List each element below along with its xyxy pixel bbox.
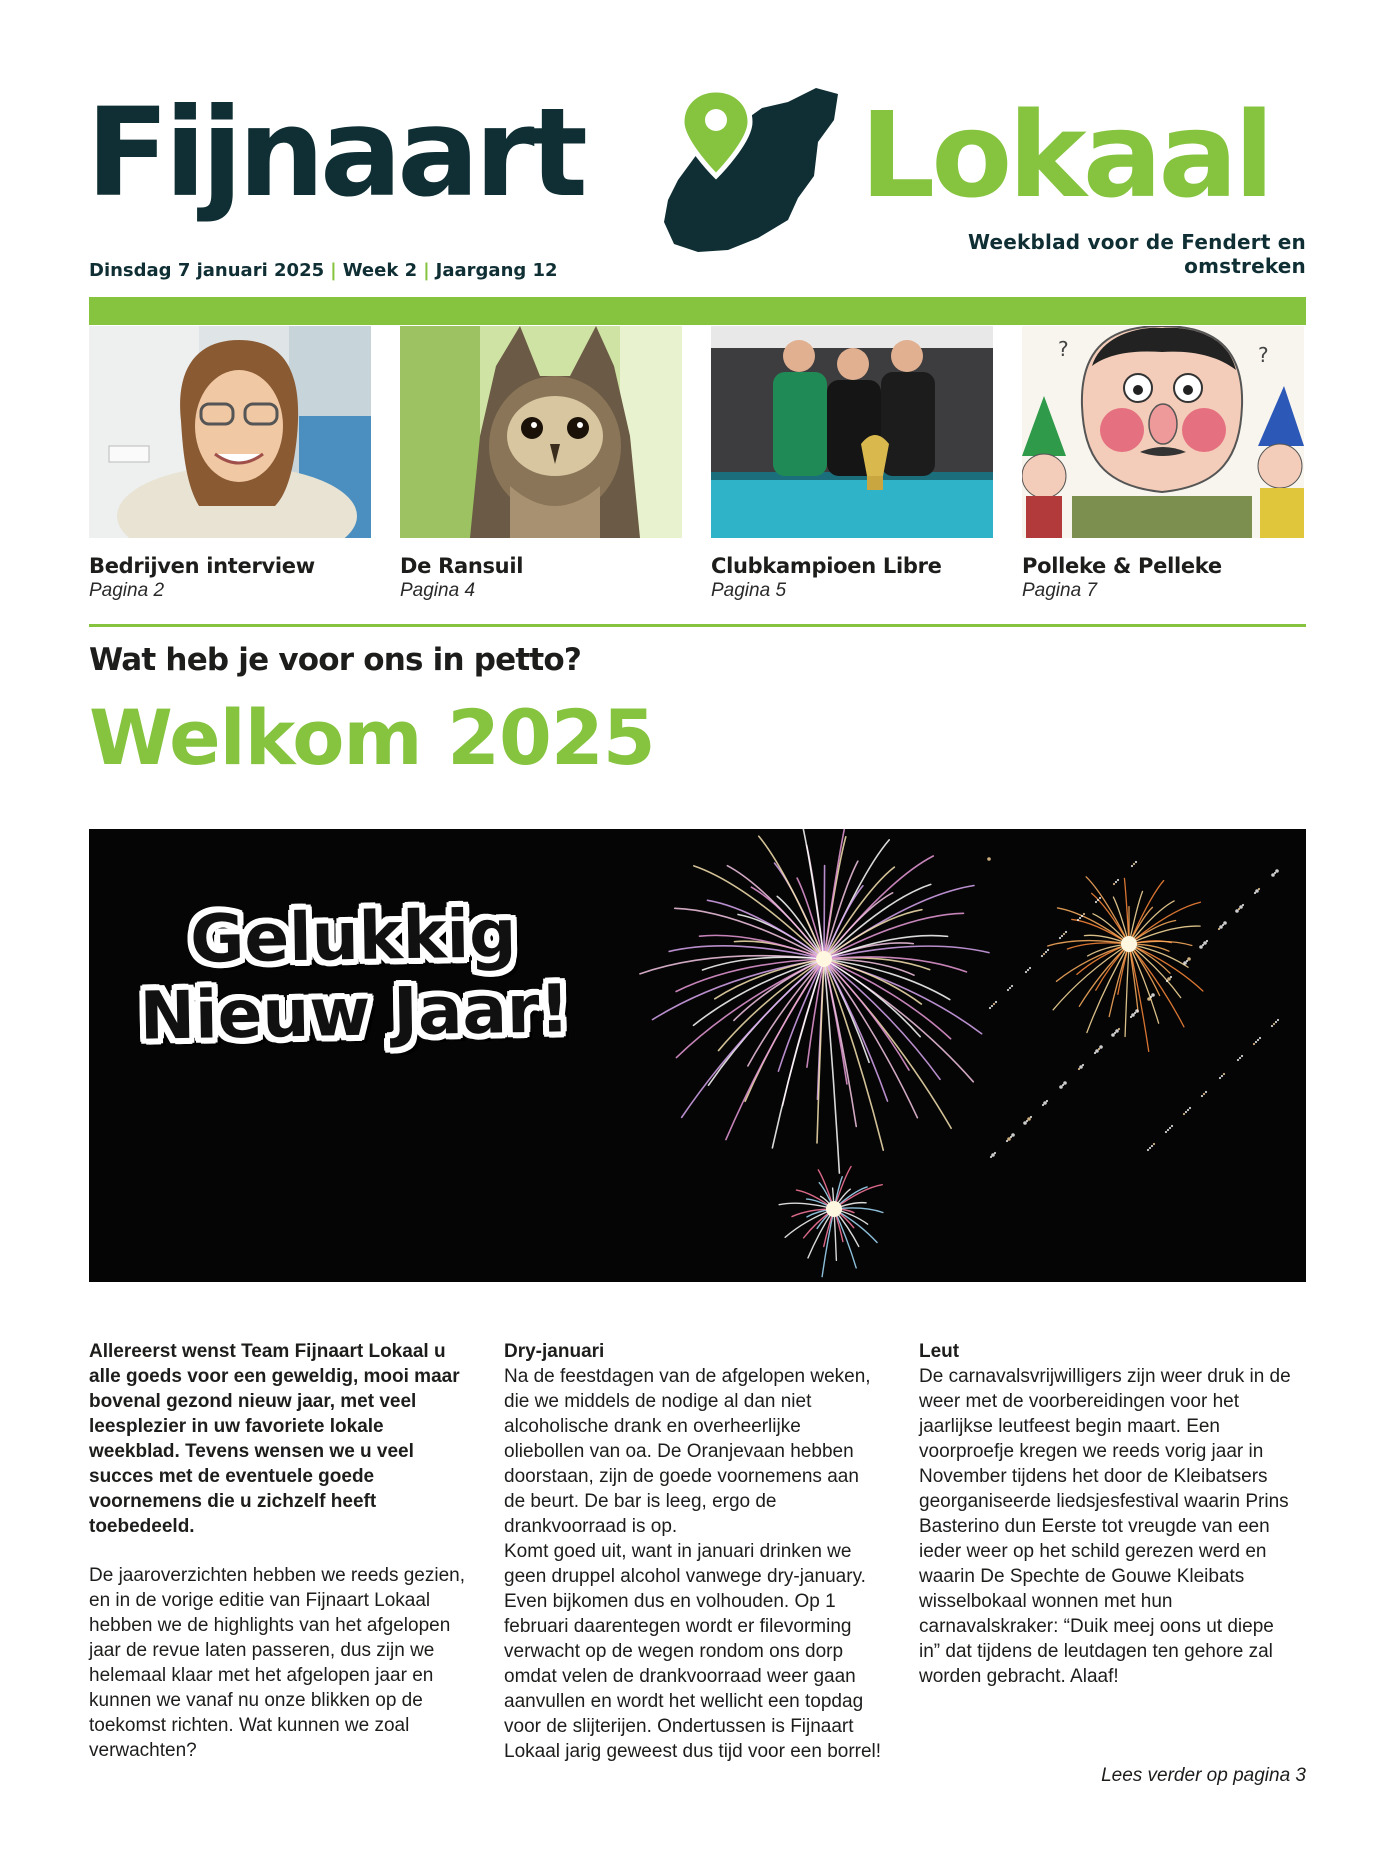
- masthead-title-left: Fijnaart: [86, 82, 583, 224]
- article-column-2: [504, 1339, 884, 1764]
- hero-greeting: [118, 895, 591, 1055]
- hero-greeting-line1: Gelukkig: [189, 895, 518, 978]
- map-pin-logo-icon: [638, 80, 848, 255]
- teaser-clubkampioen[interactable]: [711, 326, 993, 602]
- teaser-photo-owl: [400, 326, 682, 538]
- article-lead: Allereerst wenst Team Fijnaart Lokaal u alle goeds voor een geweldig, mooi maar bovenal gezond nieuw jaar, met veel leesplezier in uw favoriete lokale weekblad. Tevens wensen we u veel succes met de eventuele goede voornemens die u zichzelf heeft toebedeeld.: [89, 1341, 460, 1537]
- teaser-polleke[interactable]: [1022, 326, 1304, 602]
- teaser-title: De Ransuil: [400, 554, 524, 578]
- article-paragraph: De carnavalsvrijwilligers zijn weer druk in de weer met de voorbereidingen voor het jaarlijkse leutfeest begin maart. Een voorproefje kregen we reeds vorig jaar in November tijdens het door de Kleibatsers georganiseerde liedsjesfestival waarin Prins Basterino dun Eerste tot vreugde van een ieder weer op het schild gerezen werd en waarin De Spechte de Gouwe Kleibats wisselbokaal wonnen met hun carnavalskraker: “Duik meej oons ut diepe in” dat tijdens de leutdagen ten gehore zal worden gebracht. Alaaf!: [919, 1366, 1291, 1687]
- teaser-page: Pagina 7: [1022, 580, 1098, 601]
- teaser-title: Polleke & Pelleke: [1022, 554, 1222, 578]
- teaser-photo-woman: [89, 326, 371, 538]
- issue-date: Dinsdag 7 januari 2025: [89, 260, 325, 281]
- issue-separator: |: [330, 260, 337, 281]
- issue-info: [89, 260, 558, 281]
- masthead-tagline: Weekblad voor de Fendert en omstreken: [967, 230, 1306, 278]
- teaser-interview[interactable]: [89, 326, 371, 602]
- teaser-band: [89, 297, 1306, 325]
- section-heading-leut: Leut: [919, 1341, 960, 1362]
- teaser-title: Bedrijven interview: [89, 554, 315, 578]
- svg-text:?: ?: [1058, 337, 1069, 361]
- teaser-photo-cartoon: [1022, 326, 1304, 538]
- masthead-title-right: Lokaal: [860, 86, 1271, 224]
- fireworks-photo: [89, 829, 1306, 1282]
- article-paragraph: Komt goed uit, want in januari drinken we geen druppel alcohol vanwege dry-january. Even bijkomen dus en volhouden. Op 1 februari daarentegen wordt er filevorming verwacht op de wegen rondom ons dorp omdat velen de drankvoorraad weer gaan aanvullen en wordt het wellicht een topdag voor de slijterijen. Ondertussen is Fijnaart Lokaal jarig geweest dus tijd voor een borrel!: [504, 1541, 882, 1762]
- teaser-photo-billiards: [711, 326, 993, 538]
- issue-volume: Jaargang 12: [435, 260, 558, 281]
- article-column-1: [89, 1339, 469, 1787]
- section-heading-dry-januari: Dry-januari: [504, 1341, 605, 1362]
- article-paragraph: Na de feestdagen van de afgelopen weken, die we middels de nodige al dan niet alcoholische drank en overheerlijke oliebollen van oa. De Oranjevaan hebben doorstaan, zijn de goede voornemens aan de beurt. De bar is leeg, ergo de drankvoorraad is op.: [504, 1366, 871, 1537]
- teaser-page: Pagina 2: [89, 580, 165, 601]
- svg-text:?: ?: [1258, 343, 1269, 367]
- teaser-ransuil[interactable]: [400, 326, 682, 602]
- teaser-page: Pagina 5: [711, 580, 787, 601]
- teaser-page: Pagina 4: [400, 580, 476, 601]
- issue-week: Week 2: [342, 260, 418, 281]
- article-paragraph: De jaaroverzichten hebben we reeds gezien, en in de vorige editie van Fijnaart Lokaal hebben we de highlights van het afgelopen jaar de revue laten passeren, dus zijn we helemaal klaar met het afgelopen jaar en kunnen we vanaf nu onze blikken op de toekomst richten. Wat kunnen we zoal verwachten?: [89, 1565, 466, 1761]
- article-column-3: [919, 1339, 1299, 1689]
- hero-greeting-line2: Nieuw Jaar!: [139, 970, 571, 1055]
- continue-reading-note: Lees verder op pagina 3: [1101, 1765, 1306, 1786]
- article-headline: Welkom 2025: [89, 693, 655, 782]
- hero-fireworks-image: [89, 829, 1306, 1282]
- teaser-title: Clubkampioen Libre: [711, 554, 942, 578]
- article-kicker: Wat heb je voor ons in petto?: [89, 642, 582, 678]
- section-divider: [89, 624, 1306, 627]
- issue-separator: |: [423, 260, 430, 281]
